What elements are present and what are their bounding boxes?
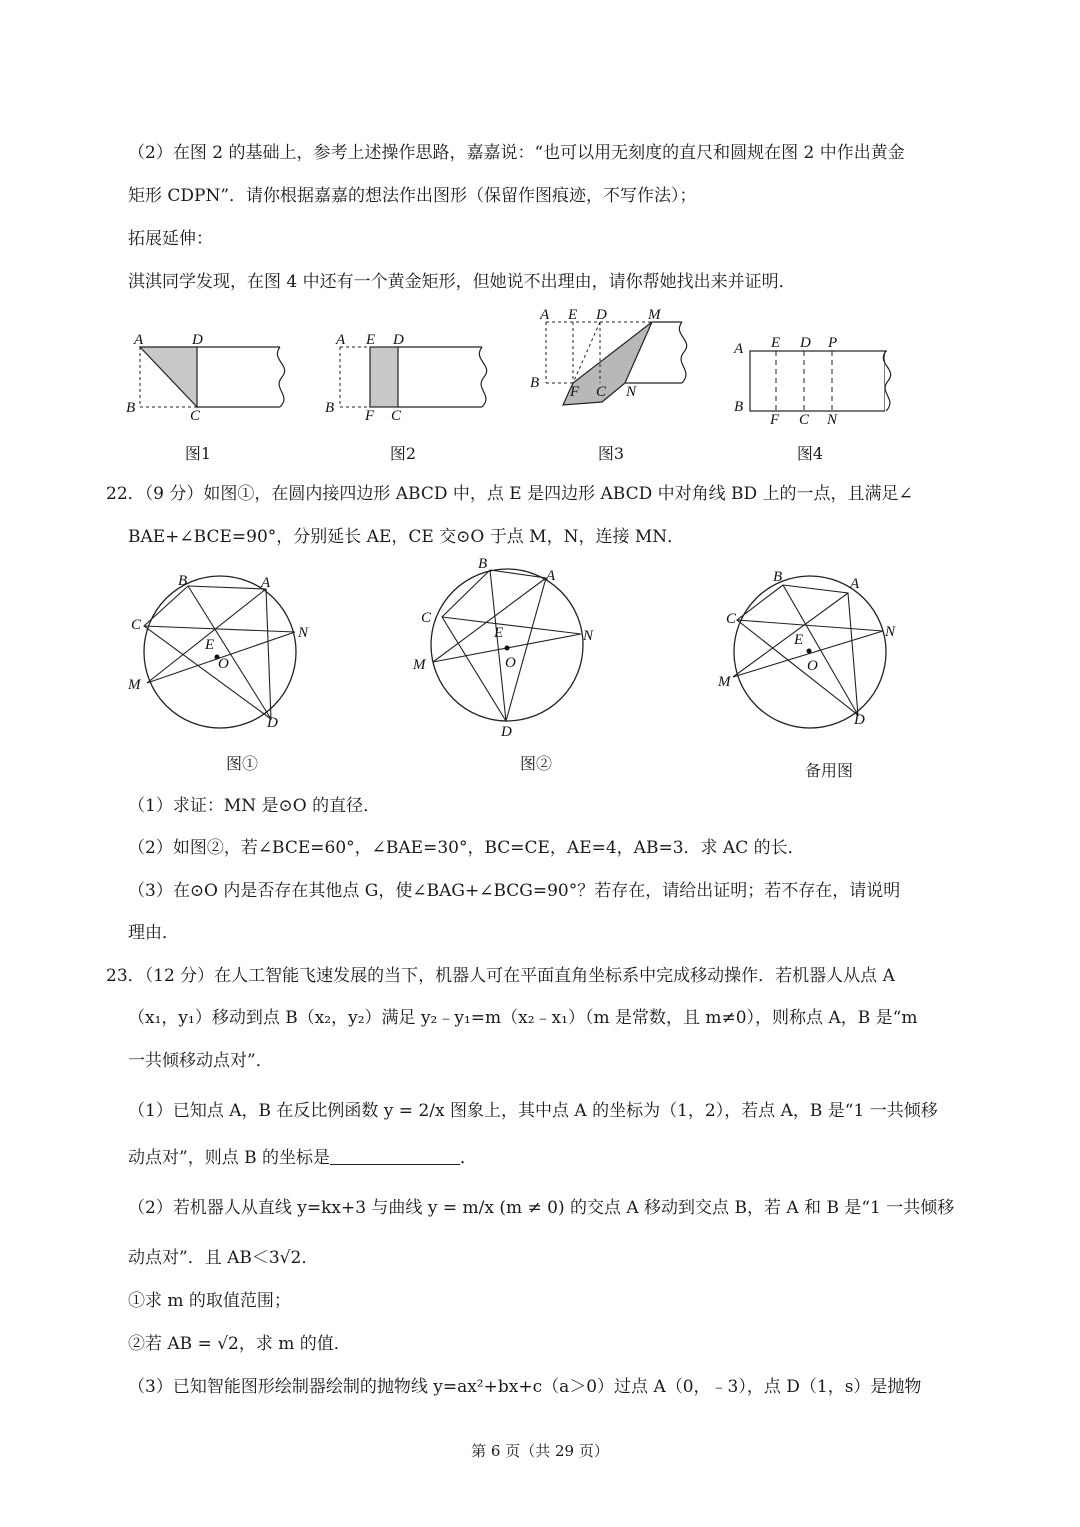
fig4-label-n: N (827, 412, 838, 428)
c1-label-d: D (267, 715, 278, 731)
c3-label-n: N (885, 624, 896, 640)
c3-label-d: D (854, 712, 865, 728)
q23-part1-line2 (128, 1143, 477, 1168)
q23-part1-line1: （1）已知点 A，B 在反比例函数 y = 2/x 图象上，其中点 A 的坐标为（1，2），若点 A，B 是“1 一共倾移 (128, 1101, 938, 1121)
c2-label-b: B (478, 556, 488, 572)
c2-label-c: C (421, 610, 432, 626)
fig4-label-f: F (770, 412, 780, 428)
q21-part2-line1: （2）在图 2 的基础上，参考上述操作思路，嘉嘉说：“也可以用无刻度的直尺和圆规在图 2 中作出黄金 (128, 143, 905, 163)
q23-stem-line3: 一共倾移动点对”． (128, 1051, 273, 1071)
fig3-label-n: N (626, 384, 637, 400)
c1-label-c: C (131, 617, 142, 633)
figure-2 (325, 332, 487, 424)
fig4-label-e: E (771, 335, 781, 351)
c2-label-m: M (413, 657, 426, 673)
q22-part2: （2）如图②，若∠BCE=60°，∠BAE=30°，BC=CE，AE=4，AB=3．求 AC 的长． (128, 838, 805, 858)
fig2-label-e: E (366, 332, 376, 348)
fig1-caption: 图1 (184, 444, 212, 463)
q22-part1: （1）求证：MN 是⊙O 的直径． (128, 796, 381, 816)
fig4-label-d: D (800, 335, 811, 351)
fig3-label-a: A (540, 307, 550, 323)
fig4-label-p: P (828, 335, 838, 351)
q21-extension-text: 淇淇同学发现，在图 4 中还有一个黄金矩形，但她说不出理由，请你帮她找出来并证明． (128, 272, 796, 292)
q23-part2-line2: 动点对”．且 AB＜3√2． (128, 1248, 319, 1268)
c1-label-e: E (205, 637, 215, 653)
q21-extension-title: 拓展延伸： (128, 229, 213, 249)
q22-circle-figures (120, 556, 920, 745)
fig3-label-f: F (570, 384, 580, 400)
fig2-label-c: C (391, 408, 402, 424)
fig4-label-a: A (734, 341, 744, 357)
c3-label-b: B (773, 569, 783, 585)
fig3-label-e: E (568, 307, 578, 323)
q23-part3-line1: （3）已知智能图形绘制器绘制的抛物线 y=ax²+bx+c（a＞0）过点 A（0，﹣3），点 D（1，s）是抛物 (128, 1377, 922, 1397)
c1-label-n: N (298, 625, 309, 641)
q22-stem-line2: BAE+∠BCE=90°，分别延长 AE，CE 交⊙O 于点 M，N，连接 MN． (128, 527, 685, 547)
fig4-caption: 图4 (796, 444, 824, 463)
q23-stem-line1: 23．（12 分）在人工智能飞速发展的当下，机器人可在平面直角坐标系中完成移动操作．若机器人从点 A (106, 966, 895, 986)
c2-label-d: D (501, 724, 512, 740)
q22-part3-line1: （3）在⊙O 内是否存在其他点 G，使∠BAG+∠BCG=90°？若存在，请给出证明；若不存在，请说明 (128, 881, 901, 901)
fig3-label-m: M (648, 307, 661, 323)
q23-part2-sub1: ①求 m 的取值范围； (128, 1291, 291, 1311)
fig1-label-d: D (192, 332, 203, 348)
fig2-label-b: B (325, 400, 335, 416)
q23-part1-line2-end: ． (460, 1148, 477, 1168)
c1-label-o: O (218, 656, 229, 672)
fig3-caption: 图3 (597, 444, 625, 463)
q21-part2-line2: 矩形 CDPN”．请你根据嘉嘉的想法作出图形（保留作图痕迹，不写作法）； (128, 186, 697, 206)
fig1-label-a: A (134, 332, 144, 348)
q23-stem-line2: （x₁，y₁）移动到点 B（x₂，y₂）满足 y₂﹣y₁=m（x₂﹣x₁）（m 是常数，且 m≠0），则称点 A，B 是“m (128, 1008, 918, 1028)
circle-figure-2 (412, 556, 594, 740)
circle-fig2-caption: 图② (519, 754, 552, 773)
fig2-caption: 图2 (389, 444, 417, 463)
figure-1 (126, 332, 285, 424)
circle-fig1-caption: 图① (225, 754, 258, 773)
fig3-label-b: B (530, 375, 540, 391)
fig3-label-c: C (596, 384, 607, 400)
fig4-label-b: B (734, 399, 744, 415)
circle-figure-1 (127, 573, 309, 731)
q22-stem-line1: 22．（9 分）如图①，在圆内接四边形 ABCD 中，点 E 是四边形 ABCD 中对角线 BD 上的一点，且满足∠ (106, 484, 913, 504)
circle-spare-caption: 备用图 (804, 761, 853, 780)
c2-label-e: E (494, 625, 504, 641)
fig3-label-d: D (596, 307, 607, 323)
c3-label-e: E (794, 632, 804, 648)
fig4-label-c: C (799, 412, 810, 428)
figure-3 (530, 307, 687, 405)
c2-label-a: A (546, 568, 556, 584)
c1-label-a: A (261, 575, 271, 591)
fig1-label-c: C (190, 408, 201, 424)
c3-label-o: O (807, 658, 818, 674)
c3-label-c: C (726, 611, 737, 627)
fig2-label-d: D (393, 332, 404, 348)
fig2-label-a: A (336, 332, 346, 348)
answer-blank[interactable] (330, 1148, 460, 1165)
c2-label-o: O (505, 655, 516, 671)
c2-label-n: N (583, 628, 594, 644)
q23-part1-line2-text: 动点对”，则点 B 的坐标是 (128, 1148, 330, 1168)
figure-4 (733, 335, 899, 428)
page-footer: 第 6 页（共 29 页） (471, 1442, 609, 1460)
fig2-label-f: F (365, 408, 375, 424)
c1-label-b: B (178, 573, 188, 589)
c1-label-m: M (128, 677, 141, 693)
c3-label-a: A (850, 576, 860, 592)
q23-part2-sub2: ②若 AB = √2，求 m 的值． (128, 1334, 351, 1354)
q22-part3-line2: 理由． (128, 923, 179, 943)
circle-figure-spare (717, 569, 896, 728)
c3-label-m: M (718, 674, 731, 690)
fig1-label-b: B (126, 400, 136, 416)
q23-part2-line1: （2）若机器人从直线 y=kx+3 与曲线 y = m/x (m ≠ 0) 的交点 A 移动到交点 B，若 A 和 B 是“1 一共倾移 (128, 1198, 955, 1218)
